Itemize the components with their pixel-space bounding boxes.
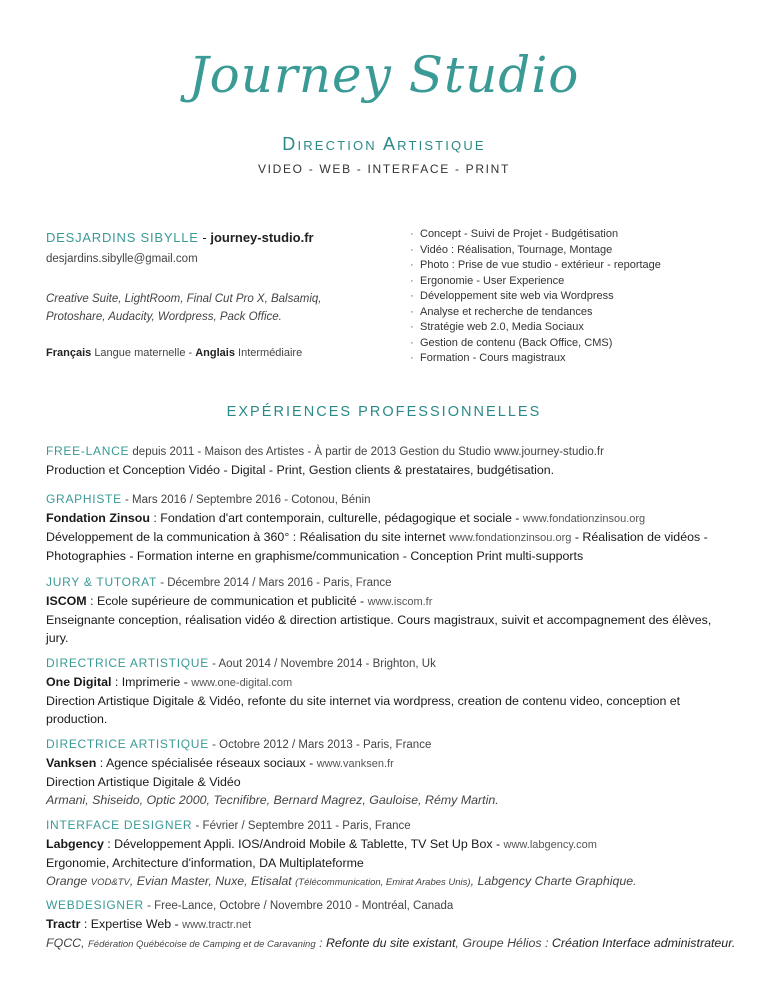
client-part: FQCC, (46, 936, 88, 950)
skill-item: · Concept - Suivi de Projet - Budgétisation (410, 227, 740, 243)
experience-header (46, 490, 736, 509)
description-url: www.fondationzinsou.org (449, 532, 572, 544)
experience-description: Direction Artistique Digitale & Vidéo (46, 775, 241, 789)
skill-item: · Formation - Cours magistraux (410, 351, 740, 367)
client-part: Refonte du site existant (325, 936, 456, 950)
company-url: www.labgency.com (503, 839, 597, 851)
company-url: www.tractr.net (182, 919, 252, 931)
experience-role: GRAPHISTE (46, 492, 122, 506)
lang1: Français (46, 346, 92, 359)
skill-item: · Développement site web via Wordpress (410, 289, 740, 305)
tagline: VIDEO - WEB - INTERFACE - PRINT (257, 162, 511, 176)
client-part: , Groupe Hélios : (455, 936, 552, 950)
experience-header (46, 896, 736, 915)
experience-header (46, 816, 736, 835)
experience-role: WEBDESIGNER (46, 898, 144, 912)
experience-one-digital (46, 654, 736, 728)
skill-item: · Ergonomie - User Experience (410, 274, 740, 290)
company-name: ISCOM (46, 594, 87, 608)
lang2: Anglais (195, 346, 235, 359)
profile-block (46, 228, 376, 362)
profile-tools: Creative Suite, LightRoom, Final Cut Pro X, Balsamiq, Protoshare, Audacity, Wordpress, Pack Office. (46, 292, 322, 323)
company-name: Tractr (46, 917, 81, 931)
experience-role: DIRECTRICE ARTISTIQUE (46, 656, 209, 670)
experience-company-line (46, 673, 736, 692)
experience-company-line (46, 592, 736, 611)
client-part: : (315, 936, 326, 950)
company-url: www.one-digital.com (191, 677, 293, 689)
company-url: www.iscom.fr (367, 596, 433, 608)
experience-freelance (46, 442, 736, 479)
experience-company-line (46, 509, 736, 528)
skills-list (410, 227, 740, 367)
description-part: Développement de la communication à 360° : Réalisation du site internet (46, 530, 450, 544)
client-part: Création Interface administrateur. (551, 936, 736, 950)
lang2-level: Intermédiaire (238, 346, 303, 359)
experience-meta: - Free-Lance, Octobre / Novembre 2010 - Montréal, Canada (143, 900, 454, 912)
profile-email: desjardins.sibylle@gmail.com (46, 253, 198, 266)
client-part: Orange (46, 874, 91, 888)
skill-item: · Vidéo : Réalisation, Tournage, Montage (410, 243, 740, 259)
experience-description: Direction Artistique Digitale & Vidéo, refonte du site internet via wordpress, creation de contenu video, conception et production. (46, 694, 681, 726)
profile-sep: - (198, 230, 211, 245)
profile-name: DESJARDINS SIBYLLE (46, 230, 199, 245)
experience-header (46, 442, 736, 461)
logo: Journey Studio (188, 46, 580, 104)
experience-role: INTERFACE DESIGNER (46, 818, 193, 832)
experience-role: FREE-LANCE (46, 444, 130, 458)
section-title-experiences: EXPÉRIENCES PROFESSIONNELLES (226, 404, 542, 420)
experience-description: Ergonomie, Architecture d'information, DA Multiplateforme (46, 856, 364, 870)
client-note: Fédération Québécoise de Camping et de Caravaning (88, 939, 316, 950)
experience-meta: - Février / Septembre 2011 - Paris, France (192, 820, 411, 832)
experience-header (46, 573, 736, 592)
experience-clients: Armani, Shiseido, Optic 2000, Tecnifibre, Bernard Magrez, Gauloise, Rémy Martin. (46, 793, 499, 807)
company-desc: : Développement Appli. IOS/Android Mobile & Tablette, TV Set Up Box - (103, 837, 504, 851)
experience-company-line (46, 835, 736, 854)
company-name: Vanksen (46, 756, 97, 770)
experience-description: Production et Conception Vidéo - Digital - Print, Gestion clients & prestataires, budgétisation. (46, 463, 555, 477)
profile-name-line (46, 228, 376, 248)
experience-vanksen (46, 735, 736, 809)
experience-header (46, 654, 736, 673)
experience-labgency (46, 816, 736, 892)
experience-tractr (46, 896, 736, 954)
company-name: Labgency (46, 837, 104, 851)
client-note: VOD&TV (90, 877, 130, 888)
experience-header (46, 735, 736, 754)
experience-company-line (46, 754, 736, 773)
company-name: Fondation Zinsou (46, 511, 150, 525)
page-subtitle: Direction Artistique (282, 134, 486, 154)
experience-meta: - Décembre 2014 / Mars 2016 - Paris, France (157, 577, 392, 589)
experience-description (46, 528, 736, 565)
skill-item: · Analyse et recherche de tendances (410, 305, 740, 321)
experience-meta: - Aout 2014 / Novembre 2014 - Brighton, Uk (208, 658, 436, 670)
company-desc: : Imprimerie - (111, 675, 192, 689)
company-desc: : Agence spécialisée réseaux sociaux - (96, 756, 317, 770)
company-url: www.fondationzinsou.org (522, 513, 646, 525)
client-part: , Evian Master, Nuxe, Etisalat (129, 874, 296, 888)
experience-graphiste (46, 490, 736, 565)
experience-meta: - Mars 2016 / Septembre 2016 - Cotonou, Bénin (121, 494, 371, 506)
company-url: www.vanksen.fr (316, 758, 394, 770)
experience-company-line (46, 915, 736, 934)
experience-role: DIRECTRICE ARTISTIQUE (46, 737, 209, 751)
client-note: (Télécommunication, Emirat Arabes Unis) (295, 877, 471, 888)
experience-meta: depuis 2011 - Maison des Artistes - À partir de 2013 Gestion du Studio www.journey-studio.fr (129, 446, 604, 458)
lang-sep: - (185, 346, 196, 359)
company-desc: : Fondation d'art contemporain, culturelle, pédagogique et sociale - (149, 511, 523, 525)
experience-description: Enseignante conception, réalisation vidéo & direction artistique. Cours magistraux, suivit et accompagnement des élèves, jury. (46, 613, 712, 645)
skill-item: · Gestion de contenu (Back Office, CMS) (410, 336, 740, 352)
company-name: One Digital (46, 675, 112, 689)
experience-clients (46, 934, 736, 954)
skill-item: · Stratégie web 2.0, Media Sociaux (410, 320, 740, 336)
profile-site: journey-studio.fr (210, 230, 314, 245)
experience-meta: - Octobre 2012 / Mars 2013 - Paris, France (208, 739, 432, 751)
company-desc: : Expertise Web - (80, 917, 183, 931)
profile-languages (46, 345, 376, 362)
lang1-level: Langue maternelle (94, 346, 186, 359)
experience-clients (46, 872, 736, 892)
company-desc: : Ecole supérieure de communication et publicité - (86, 594, 368, 608)
experience-jury (46, 573, 736, 647)
experience-role: JURY & TUTORAT (46, 575, 157, 589)
description-part: - Réalisation de vidéos - Photographies - Formation interne en graphisme/communication - Conception Print multi-supports (46, 530, 708, 563)
skill-item: · Photo : Prise de vue studio - extérieur - reportage (410, 258, 740, 274)
client-part: , Labgency Charte Graphique. (470, 874, 637, 888)
